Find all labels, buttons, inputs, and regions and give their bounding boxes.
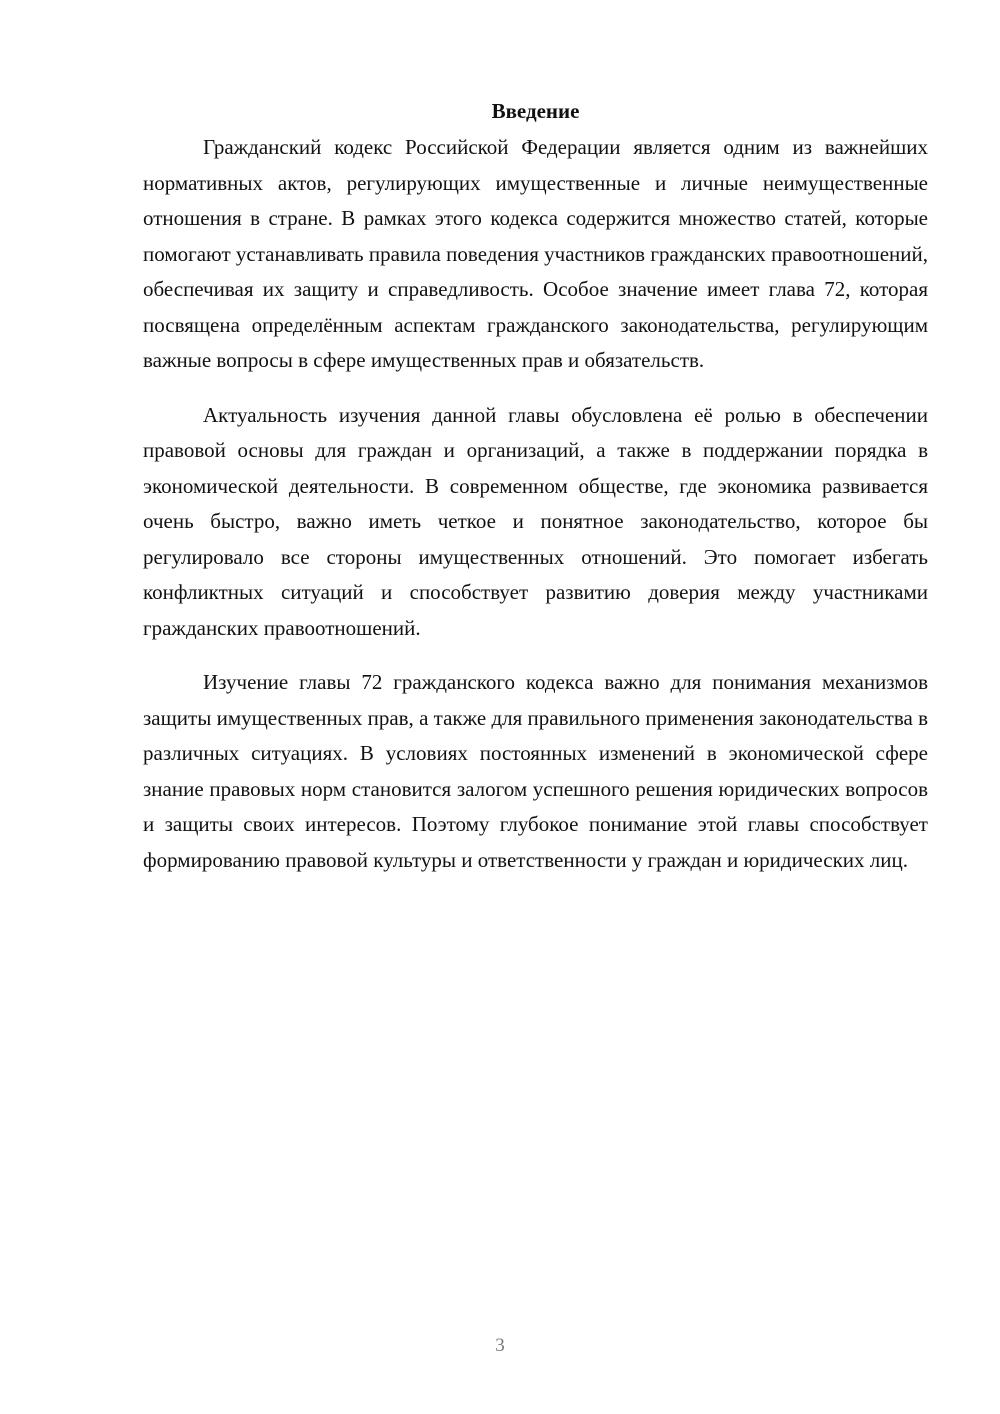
- paragraph-3: Изучение главы 72 гражданского кодекса важно для понимания механизмов защиты имущественных прав, а также для правильного применения законодательства в различных ситуациях. В условиях постоянных изменений в экономической сфере знание правовых норм становится залогом успешного решения юридических вопросов и защиты своих интересов. Поэтому глубокое понимание этой главы способствует формированию правовой культуры и ответственности у граждан и юридических лиц.: [143, 670, 928, 872]
- paragraph-1: Гражданский кодекс Российской Федерации является одним из важнейших нормативных актов, регулирующих имущественные и личные неимущественные отношения в стране. В рамках этого кодекса содержится множество статей, которые помогают устанавливать правила поведения участников гражданских правоотношений, обеспечивая их защиту и справедливость. Особое значение имеет глава 72, которая посвящена определённым аспектам гражданского законодательства, регулирующим важные вопросы в сфере имущественных прав и обязательств.: [143, 135, 928, 372]
- page-number: 3: [495, 1335, 505, 1356]
- section-title: Введение: [491, 99, 580, 123]
- document-body: [143, 96, 928, 878]
- paragraph-2: Актуальность изучения данной главы обусловлена её ролью в обеспечении правовой основы для граждан и организаций, а также в поддержании порядка в экономической деятельности. В современном обществе, где экономика развивается очень быстро, важно иметь четкое и понятное законодательство, которое бы регулировало все стороны имущественных отношений. Это помогает избегать конфликтных ситуаций и способствует развитию доверия между участниками гражданских правоотношений.: [143, 402, 928, 640]
